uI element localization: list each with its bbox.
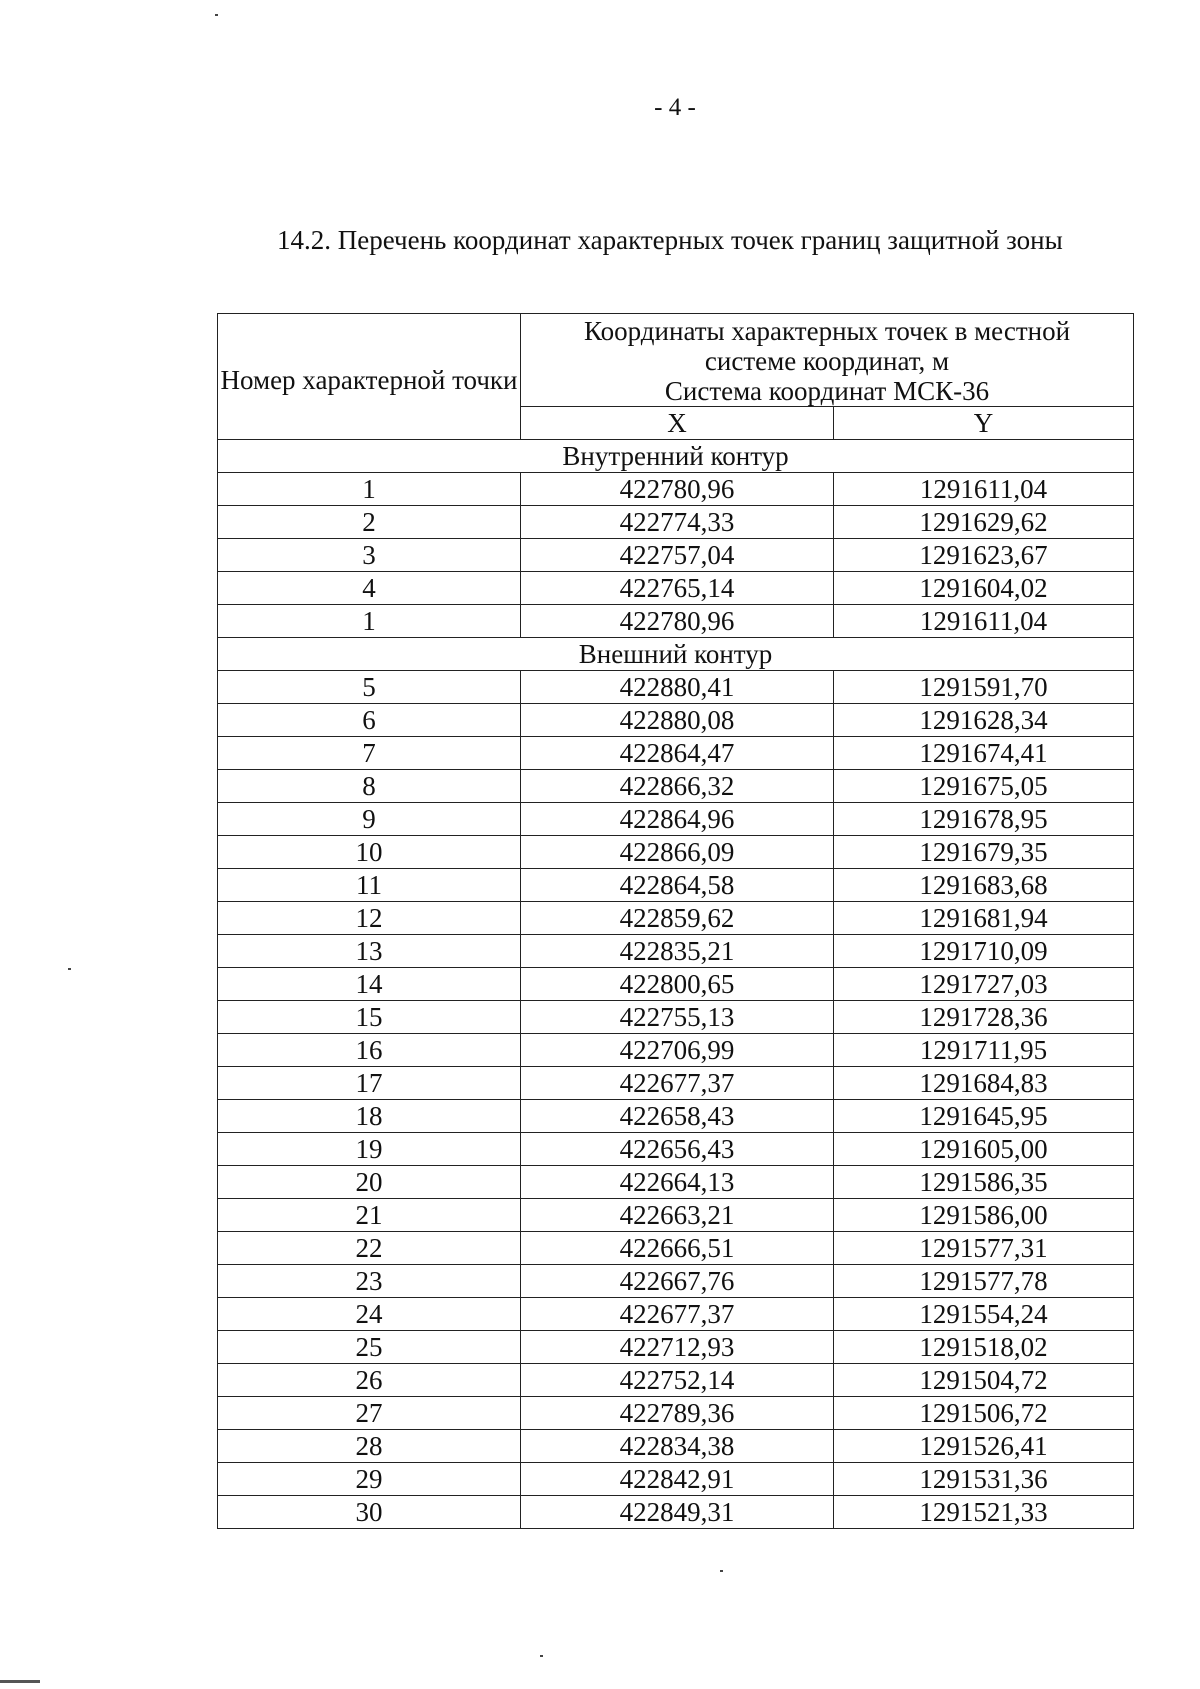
point-number-cell: 10: [218, 836, 521, 869]
y-coordinate-cell: 1291531,36: [834, 1463, 1134, 1496]
y-coordinate-cell: 1291577,78: [834, 1265, 1134, 1298]
x-coordinate-cell: 422800,65: [521, 968, 834, 1001]
table-row: [218, 1265, 1134, 1298]
x-coordinate-cell: 422880,08: [521, 704, 834, 737]
y-coordinate-cell: 1291678,95: [834, 803, 1134, 836]
section-title: 14.2. Перечень координат характерных точек границ защитной зоны: [277, 225, 1063, 255]
table-row: [218, 1364, 1134, 1397]
x-coordinate-cell: 422789,36: [521, 1397, 834, 1430]
scan-speck: [215, 14, 218, 16]
table-row: [218, 1133, 1134, 1166]
x-coordinate-cell: 422706,99: [521, 1034, 834, 1067]
table-row: [218, 869, 1134, 902]
x-coordinate-cell: 422752,14: [521, 1364, 834, 1397]
y-coordinate-cell: 1291623,67: [834, 539, 1134, 572]
y-coordinate-cell: 1291727,03: [834, 968, 1134, 1001]
header-coordinates-line2: системе координат, м: [704, 346, 950, 376]
header-point-number: Номер характерной точки: [218, 314, 521, 440]
table-row: [218, 1199, 1134, 1232]
point-number-cell: 13: [218, 935, 521, 968]
x-coordinate-cell: 422864,47: [521, 737, 834, 770]
point-number-cell: 22: [218, 1232, 521, 1265]
point-number-cell: 29: [218, 1463, 521, 1496]
table-row: [218, 836, 1134, 869]
table-row: [218, 1100, 1134, 1133]
x-coordinate-cell: 422774,33: [521, 506, 834, 539]
x-coordinate-cell: 422667,76: [521, 1265, 834, 1298]
table-row: [218, 1496, 1134, 1529]
y-coordinate-cell: 1291628,34: [834, 704, 1134, 737]
y-coordinate-cell: 1291586,35: [834, 1166, 1134, 1199]
table-row: [218, 935, 1134, 968]
y-coordinate-cell: 1291506,72: [834, 1397, 1134, 1430]
y-coordinate-cell: 1291521,33: [834, 1496, 1134, 1529]
y-coordinate-cell: 1291526,41: [834, 1430, 1134, 1463]
table-row: [218, 572, 1134, 605]
y-coordinate-cell: 1291728,36: [834, 1001, 1134, 1034]
x-coordinate-cell: 422677,37: [521, 1298, 834, 1331]
point-number-cell: 2: [218, 506, 521, 539]
point-number-cell: 17: [218, 1067, 521, 1100]
table-row: [218, 539, 1134, 572]
table-row: [218, 1298, 1134, 1331]
point-number-cell: 7: [218, 737, 521, 770]
header-coordinates-line1: Координаты характерных точек в местной: [584, 316, 1071, 346]
x-coordinate-cell: 422712,93: [521, 1331, 834, 1364]
y-coordinate-cell: 1291611,04: [834, 473, 1134, 506]
point-number-cell: 15: [218, 1001, 521, 1034]
table-row: [218, 671, 1134, 704]
point-number-cell: 27: [218, 1397, 521, 1430]
y-coordinate-cell: 1291504,72: [834, 1364, 1134, 1397]
header-coordinates-line3: Система координат МСК-36: [664, 376, 990, 406]
table-header-row: [218, 314, 1134, 407]
point-number-cell: 12: [218, 902, 521, 935]
x-coordinate-cell: 422866,32: [521, 770, 834, 803]
scan-speck: [68, 968, 71, 970]
y-coordinate-cell: 1291586,00: [834, 1199, 1134, 1232]
y-coordinate-cell: 1291605,00: [834, 1133, 1134, 1166]
y-coordinate-cell: 1291604,02: [834, 572, 1134, 605]
y-coordinate-cell: 1291518,02: [834, 1331, 1134, 1364]
point-number-cell: 11: [218, 869, 521, 902]
point-number-cell: 18: [218, 1100, 521, 1133]
point-number-cell: 9: [218, 803, 521, 836]
y-coordinate-cell: 1291645,95: [834, 1100, 1134, 1133]
point-number-cell: 1: [218, 473, 521, 506]
scan-speck: [720, 1570, 723, 1572]
table-row: [218, 1331, 1134, 1364]
table-row: [218, 1397, 1134, 1430]
point-number-cell: 14: [218, 968, 521, 1001]
point-number-cell: 23: [218, 1265, 521, 1298]
x-coordinate-cell: 422664,13: [521, 1166, 834, 1199]
header-x: X: [521, 407, 834, 440]
y-coordinate-cell: 1291591,70: [834, 671, 1134, 704]
y-coordinate-cell: 1291554,24: [834, 1298, 1134, 1331]
section-title-cell: Внешний контур: [218, 638, 1134, 671]
point-number-cell: 5: [218, 671, 521, 704]
y-coordinate-cell: 1291684,83: [834, 1067, 1134, 1100]
y-coordinate-cell: 1291683,68: [834, 869, 1134, 902]
x-coordinate-cell: 422864,96: [521, 803, 834, 836]
x-coordinate-cell: 422663,21: [521, 1199, 834, 1232]
header-y: Y: [834, 407, 1134, 440]
table-row: [218, 902, 1134, 935]
table-row: [218, 737, 1134, 770]
table-row: [218, 1232, 1134, 1265]
table-row: [218, 473, 1134, 506]
point-number-cell: 25: [218, 1331, 521, 1364]
point-number-cell: 26: [218, 1364, 521, 1397]
x-coordinate-cell: 422864,58: [521, 869, 834, 902]
x-coordinate-cell: 422842,91: [521, 1463, 834, 1496]
x-coordinate-cell: 422780,96: [521, 605, 834, 638]
table-row: [218, 506, 1134, 539]
point-number-cell: 19: [218, 1133, 521, 1166]
table-row: [218, 1430, 1134, 1463]
section-title-cell: Внутренний контур: [218, 440, 1134, 473]
y-coordinate-cell: 1291674,41: [834, 737, 1134, 770]
y-coordinate-cell: 1291577,31: [834, 1232, 1134, 1265]
table-row: [218, 968, 1134, 1001]
table-row: [218, 803, 1134, 836]
table-row: [218, 704, 1134, 737]
x-coordinate-cell: 422780,96: [521, 473, 834, 506]
table-row: [218, 1001, 1134, 1034]
x-coordinate-cell: 422834,38: [521, 1430, 834, 1463]
x-coordinate-cell: 422880,41: [521, 671, 834, 704]
x-coordinate-cell: 422765,14: [521, 572, 834, 605]
point-number-cell: 21: [218, 1199, 521, 1232]
y-coordinate-cell: 1291611,04: [834, 605, 1134, 638]
table-row: [218, 1034, 1134, 1067]
scan-speck: [540, 1655, 543, 1657]
section-row: [218, 638, 1134, 671]
x-coordinate-cell: 422866,09: [521, 836, 834, 869]
table-row: [218, 770, 1134, 803]
y-coordinate-cell: 1291629,62: [834, 506, 1134, 539]
x-coordinate-cell: 422677,37: [521, 1067, 834, 1100]
point-number-cell: 24: [218, 1298, 521, 1331]
point-number-cell: 3: [218, 539, 521, 572]
table-row: [218, 605, 1134, 638]
x-coordinate-cell: 422755,13: [521, 1001, 834, 1034]
coordinates-table-body: [218, 314, 1134, 1529]
table-row: [218, 1166, 1134, 1199]
y-coordinate-cell: 1291681,94: [834, 902, 1134, 935]
table-row: [218, 1463, 1134, 1496]
point-number-cell: 16: [218, 1034, 521, 1067]
x-coordinate-cell: 422666,51: [521, 1232, 834, 1265]
point-number-cell: 28: [218, 1430, 521, 1463]
section-row: [218, 440, 1134, 473]
point-number-cell: 6: [218, 704, 521, 737]
x-coordinate-cell: 422835,21: [521, 935, 834, 968]
point-number-cell: 20: [218, 1166, 521, 1199]
scan-edge-mark: [0, 1680, 40, 1683]
y-coordinate-cell: 1291675,05: [834, 770, 1134, 803]
x-coordinate-cell: 422849,31: [521, 1496, 834, 1529]
x-coordinate-cell: 422656,43: [521, 1133, 834, 1166]
point-number-cell: 1: [218, 605, 521, 638]
table-row: [218, 1067, 1134, 1100]
x-coordinate-cell: 422658,43: [521, 1100, 834, 1133]
y-coordinate-cell: 1291679,35: [834, 836, 1134, 869]
y-coordinate-cell: 1291710,09: [834, 935, 1134, 968]
x-coordinate-cell: 422859,62: [521, 902, 834, 935]
coordinates-table: [217, 313, 1134, 1529]
point-number-cell: 8: [218, 770, 521, 803]
x-coordinate-cell: 422757,04: [521, 539, 834, 572]
y-coordinate-cell: 1291711,95: [834, 1034, 1134, 1067]
header-coordinates: [521, 314, 1134, 407]
point-number-cell: 30: [218, 1496, 521, 1529]
point-number-cell: 4: [218, 572, 521, 605]
page-number: - 4 -: [654, 94, 696, 121]
